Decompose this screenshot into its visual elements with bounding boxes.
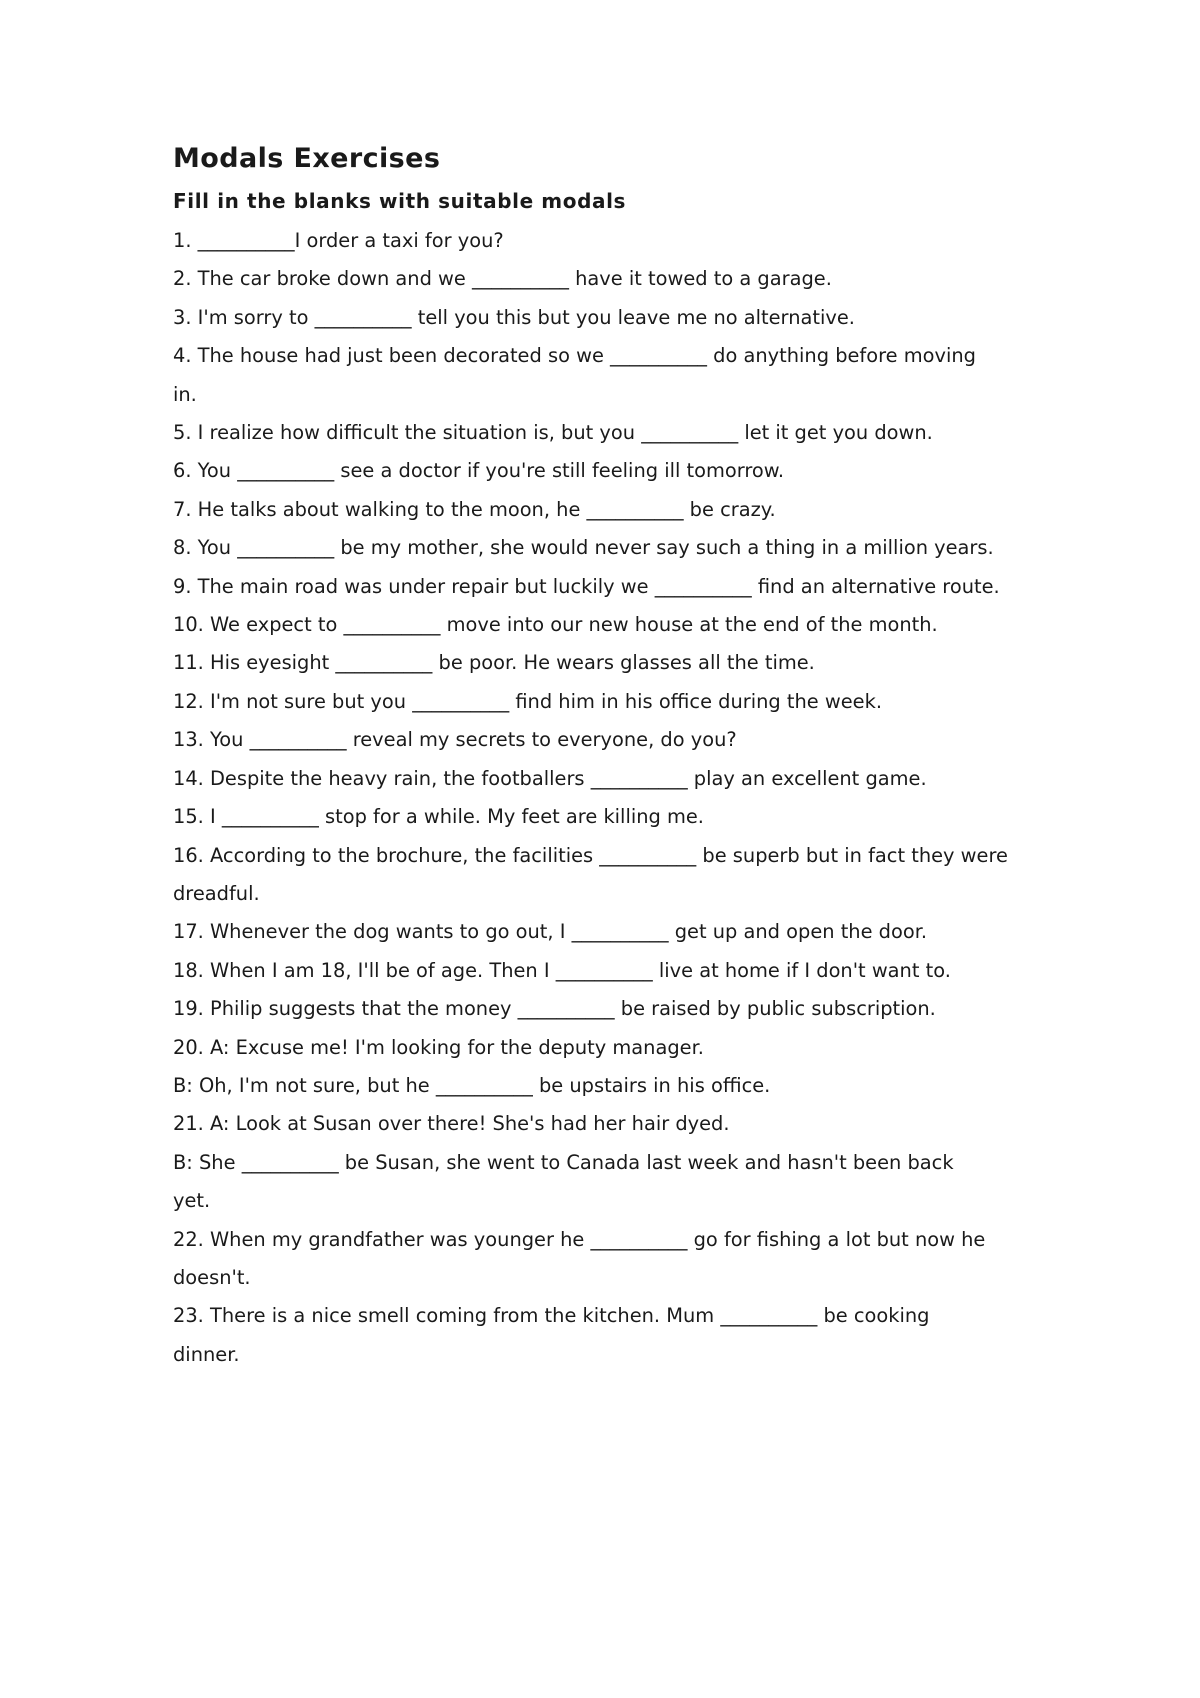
exercise-line: in.: [173, 382, 197, 406]
exercise-line: 20. A: Excuse me! I'm looking for the deputy manager.: [173, 1035, 704, 1059]
exercise-list: [173, 222, 1053, 1374]
exercise-line: 23. There is a nice smell coming from the kitchen. Mum __________ be cooking: [173, 1304, 930, 1328]
exercise-line: 16. According to the brochure, the facilities __________ be superb but in fact they were: [173, 843, 1008, 867]
exercise-line: 21. A: Look at Susan over there! She's had her hair dyed.: [173, 1112, 730, 1136]
exercise-line: 7. He talks about walking to the moon, he __________ be crazy.: [173, 497, 776, 521]
exercise-line: 17. Whenever the dog wants to go out, I __________ get up and open the door.: [173, 920, 928, 944]
exercise-line: 22. When my grandfather was younger he __________ go for fishing a lot but now he: [173, 1227, 986, 1251]
exercise-line: 3. I'm sorry to __________ tell you this but you leave me no alternative.: [173, 305, 855, 329]
exercise-line: 11. His eyesight __________ be poor. He wears glasses all the time.: [173, 651, 815, 675]
exercise-line: 4. The house had just been decorated so we __________ do anything before moving: [173, 344, 976, 368]
exercise-line: doesn't.: [173, 1265, 251, 1289]
exercise-line: B: She __________ be Susan, she went to Canada last week and hasn't been back: [173, 1150, 954, 1174]
exercise-line: 15. I __________ stop for a while. My feet are killing me.: [173, 805, 704, 829]
exercise-line: 13. You __________ reveal my secrets to everyone, do you?: [173, 728, 737, 752]
exercise-line: 19. Philip suggests that the money __________ be raised by public subscription.: [173, 997, 936, 1021]
exercise-line: 8. You __________ be my mother, she would never say such a thing in a million years.: [173, 536, 994, 560]
exercise-line: 12. I'm not sure but you __________ find him in his office during the week.: [173, 689, 882, 713]
document-page: [173, 140, 1053, 1374]
exercise-line: 18. When I am 18, I'll be of age. Then I __________ live at home if I don't want to.: [173, 958, 951, 982]
exercise-line: 14. Despite the heavy rain, the footballers __________ play an excellent game.: [173, 766, 927, 790]
page-title: Modals Exercises: [173, 143, 441, 174]
exercise-line: 5. I realize how difficult the situation is, but you __________ let it get you down.: [173, 421, 933, 445]
exercise-line: 2. The car broke down and we __________ have it towed to a garage.: [173, 267, 832, 291]
exercise-line: 10. We expect to __________ move into our new house at the end of the month.: [173, 613, 938, 637]
exercise-line: 1. __________I order a taxi for you?: [173, 229, 504, 252]
exercise-line: 9. The main road was under repair but luckily we __________ find an alternative route.: [173, 574, 1000, 598]
instructions-heading: Fill in the blanks with suitable modals: [173, 189, 627, 213]
exercise-line: yet.: [173, 1189, 211, 1213]
exercise-line: B: Oh, I'm not sure, but he __________ be upstairs in his office.: [173, 1073, 771, 1097]
exercise-line: 6. You __________ see a doctor if you're still feeling ill tomorrow.: [173, 459, 785, 483]
exercise-line: dreadful.: [173, 881, 260, 905]
exercise-line: dinner.: [173, 1342, 240, 1366]
